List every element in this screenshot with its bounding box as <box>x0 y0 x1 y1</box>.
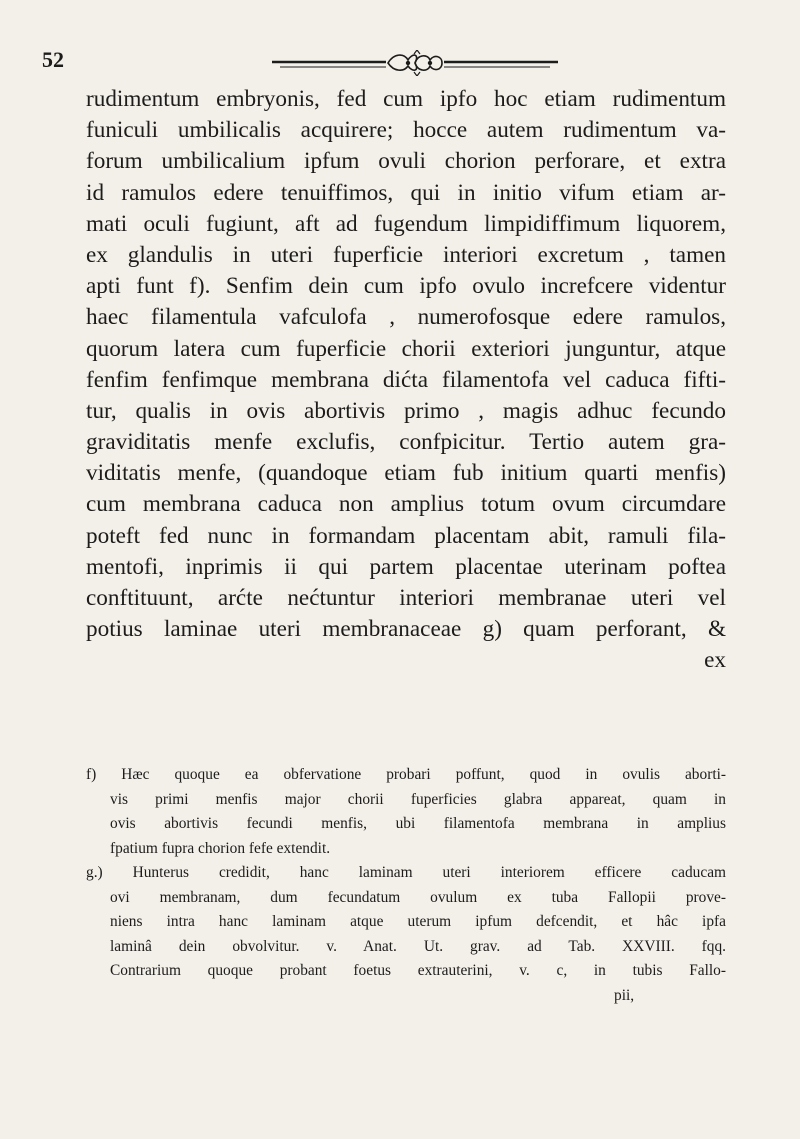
catchword: ex <box>704 647 726 674</box>
footnotes <box>86 763 726 1008</box>
text-line: mati oculi fugiunt, aft ad fugendum limpidiffimum liquorem, <box>86 210 726 237</box>
text-line: viditatis menfe, (quandoque etiam fub initium quarti menfis) <box>86 460 726 487</box>
footnote-g-line: ovi membranam, dum fecundatum ovulum ex tuba Fallopii prove- <box>110 888 726 906</box>
footnote-g-line: Contrarium quoque probant foetus extrauterini, v. c, in tubis Fallo- <box>110 962 726 979</box>
text-line: id ramulos edere tenuiffimos, qui in initio vifum etiam ar- <box>86 179 726 206</box>
footnote-f-line: f) Hæc quoque ea obfervatione probari poffunt, quod in ovulis aborti- <box>86 766 726 783</box>
footnote-f-line: ovis abortivis fecundi menfis, ubi filamentofa membrana in amplius <box>110 815 726 832</box>
text-line: mentofi, inprimis ii qui partem placentae uterinam poftea <box>86 553 726 580</box>
footnote-g-line: laminâ dein obvolvitur. v. Anat. Ut. grav. ad Tab. XXVIII. fqq. <box>110 937 726 955</box>
text-line: forum umbilicalium ipfum ovuli chorion perforare, et extra <box>86 148 726 175</box>
text-line: rudimentum embryonis, fed cum ipfo hoc etiam rudimentum <box>86 86 726 112</box>
text-line: ex glandulis in uteri fuperficie interiori excretum , tamen <box>86 241 726 268</box>
text-line: conftituunt, arćte nećtuntur interiori membranae uteri vel <box>86 585 726 611</box>
footnote-g-line: niens intra hanc laminam atque uterum ipfum defcendit, et hâc ipfa <box>110 913 726 930</box>
text-line: apti funt f). Senfim dein cum ipfo ovulo increfcere videntur <box>86 273 726 300</box>
text-line: graviditatis menfe exclufis, confpicitur. Tertio autem gra- <box>86 429 726 456</box>
main-text <box>86 84 726 677</box>
page-number: 52 <box>42 47 64 72</box>
text-line: funiculi umbilicalis acquirere; hocce autem rudimentum va- <box>86 117 726 144</box>
footnote-g-line: pii, <box>614 986 635 1004</box>
footnote-f-line: vis primi menfis major chorii fuperficies glabra appareat, quam in <box>110 790 726 808</box>
footnote-g-line: g.) Hunterus credidit, hanc laminam uteri interiorem efficere caducam <box>86 864 726 881</box>
header-ornament <box>268 50 562 76</box>
text-line: quorum latera cum fuperficie chorii exteriori junguntur, atque <box>86 335 726 362</box>
text-line: cum membrana caduca non amplius totum ovum circumdare <box>86 491 726 518</box>
text-line: haec filamentula vafculofa , numerofosque edere ramulos, <box>86 304 726 331</box>
footnote-f-line: fpatium fupra chorion fefe extendit. <box>110 839 331 857</box>
text-line: tur, qualis in ovis abortivis primo , magis adhuc fecundo <box>86 397 726 424</box>
text-line: potius laminae uteri membranaceae g) quam perforant, & <box>86 616 726 643</box>
text-line: fenfim fenfimque membrana dićta filamentofa vel caduca fifti- <box>86 366 726 393</box>
text-line: poteft fed nunc in formandam placentam abit, ramuli fila- <box>86 522 726 549</box>
